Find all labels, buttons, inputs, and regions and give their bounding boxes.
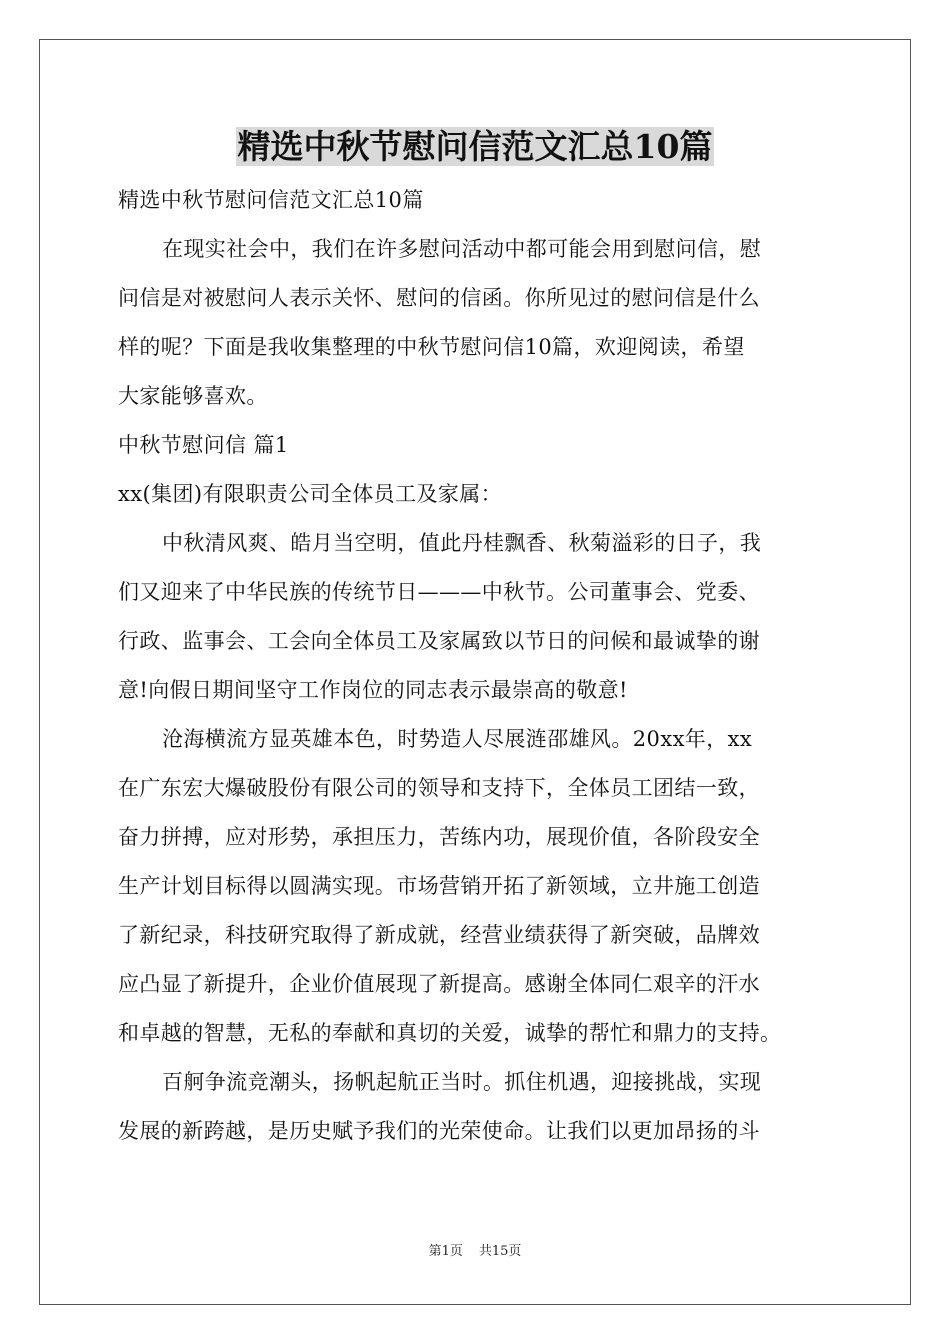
section-heading: 中秋节慰问信 篇1 (118, 433, 289, 457)
paragraph-line: 沧海横流方显英雄本色，时势造人尽展涟邵雄风。20xx年，xx (162, 727, 753, 751)
page-number: 第1页 (428, 1244, 463, 1259)
paragraph-line: 问信是对被慰问人表示关怀、慰问的信函。你所见过的慰问信是什么 (118, 286, 760, 310)
paragraph-line: 应凸显了新提升，企业价值展现了新提高。感谢全体同仁艰辛的汗水 (118, 972, 760, 996)
paragraph-line: 生产计划目标得以圆满实现。市场营销开拓了新领域，立井施工创造 (118, 874, 760, 898)
page-total: 共15页 (478, 1244, 522, 1259)
subtitle-line: 精选中秋节慰问信范文汇总10篇 (118, 188, 424, 212)
document-title (0, 124, 950, 170)
paragraph-line: 们又迎来了中华民族的传统节日———中秋节。公司董事会、党委、 (118, 580, 760, 604)
paragraph-line: 意!向假日期间坚守工作岗位的同志表示最崇高的敬意! (118, 678, 628, 702)
paragraph-line: 了新纪录，科技研究取得了新成就，经营业绩获得了新突破，品牌效 (118, 923, 760, 947)
salutation-line: xx(集团)有限职责公司全体员工及家属： (118, 482, 503, 506)
paragraph-line: 发展的新跨越，是历史赋予我们的光荣使命。让我们以更加昂扬的斗 (118, 1119, 760, 1143)
paragraph-line: 大家能够喜欢。 (118, 384, 268, 408)
paragraph-line: 样的呢？下面是我收集整理的中秋节慰问信10篇，欢迎阅读，希望 (118, 335, 745, 359)
paragraph-line: 在广东宏大爆破股份有限公司的领导和支持下，全体员工团结一致， (118, 776, 760, 800)
paragraph-line: 奋力拼搏，应对形势，承担压力，苦练内功，展现价值，各阶段安全 (118, 825, 760, 849)
paragraph-line: 中秋清风爽、皓月当空明，值此丹桂飘香、秋菊溢彩的日子，我 (162, 531, 762, 555)
document-title-text: 精选中秋节慰问信范文汇总10篇 (237, 127, 713, 166)
page-footer (0, 1243, 950, 1261)
paragraph-line: 行政、监事会、工会向全体员工及家属致以节日的问候和最诚挚的谢 (118, 629, 760, 653)
document-body (118, 176, 834, 1156)
paragraph-line: 和卓越的智慧，无私的奉献和真切的关爱，诚挚的帮忙和鼎力的支持。 (118, 1021, 782, 1045)
paragraph-line: 百舸争流竞潮头，扬帆起航正当时。抓住机遇，迎接挑战，实现 (162, 1070, 762, 1094)
paragraph-line: 在现实社会中，我们在许多慰问活动中都可能会用到慰问信，慰 (162, 237, 762, 261)
